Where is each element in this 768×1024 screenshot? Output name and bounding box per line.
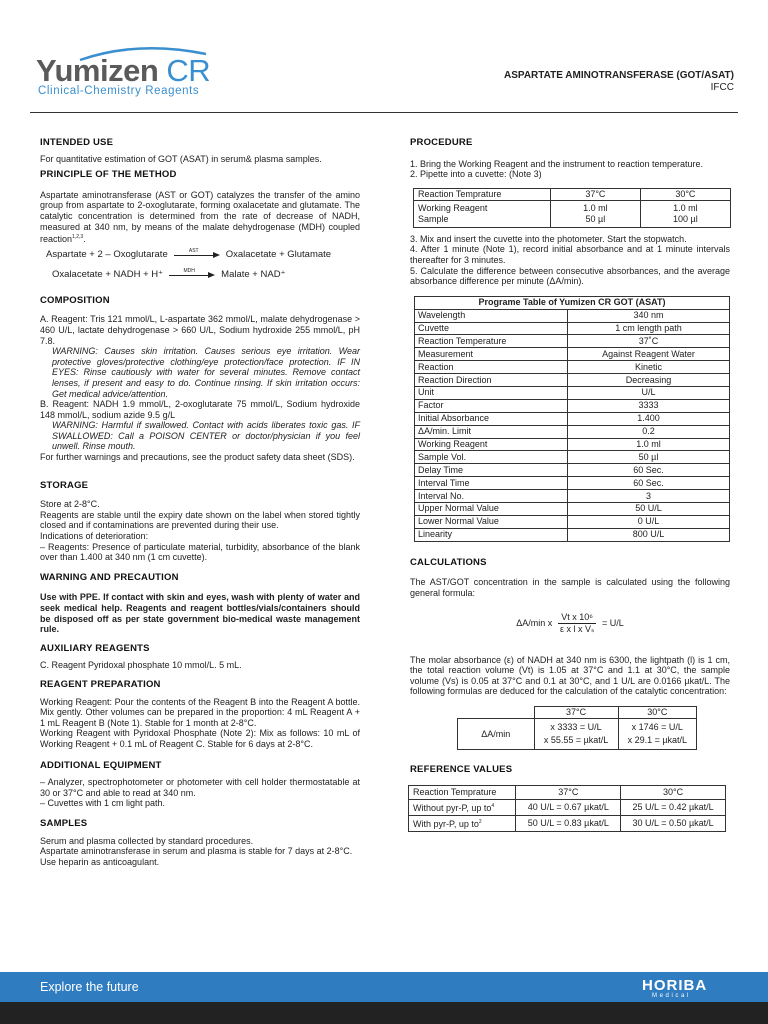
program-param: Reaction Direction bbox=[415, 374, 568, 387]
procedure-step-4: 4. After 1 minute (Note 1), record initial absorbance and at 1 minute intervals thereafter for 3 minutes. bbox=[410, 244, 730, 265]
intended-use-heading: INTENDED USE bbox=[40, 137, 114, 148]
auxiliary-text: C. Reagent Pyridoxal phosphate 10 mmol/L. 5 mL. bbox=[40, 660, 242, 671]
program-param: Interval No. bbox=[415, 490, 568, 503]
table-cell: 50 µl bbox=[551, 214, 641, 228]
table-cell: Without pyr-P, up $to^4$ bbox=[409, 799, 516, 815]
program-value: 3 bbox=[568, 490, 730, 503]
table-row bbox=[415, 335, 730, 348]
reaction-equation-1 bbox=[46, 248, 360, 263]
formula-left: ΔA/min x bbox=[516, 618, 553, 629]
program-param: Factor bbox=[415, 399, 568, 412]
table-cell: 30 U/L = 0.50 µkat/L bbox=[621, 815, 726, 831]
program-value: 340 nm bbox=[568, 309, 730, 322]
reference-table bbox=[408, 785, 726, 832]
table-row bbox=[415, 386, 730, 399]
program-value: 37˚C bbox=[568, 335, 730, 348]
calculations-text: The molar absorbance (ε) of NADH at 340 nm is 6300, the lightpath (l) is 1 cm, the total reaction volume (Vt) is 1.05 at 37°C and 1.1 at 30°C, the sample volume (Vs) is 0.05 at 37°C and 0.1 at 30°C, and 1 U/L are 0.0166 µkat/L. The following formulas are deduced for the calculation of the catalytic concentration: bbox=[410, 654, 730, 697]
table-row bbox=[415, 464, 730, 477]
storage-line-1: Store at 2-8°C. bbox=[40, 499, 100, 510]
table-cell: 1.0 ml bbox=[551, 200, 641, 214]
formula-fraction bbox=[558, 612, 596, 634]
composition-warning-b: WARNING: Harmful if swallowed. Contact with acids liberates toxic gas. IF SWALLOWED: Call a POISON CENTER or doctor/physician if you feel unwell. Rinse mouth. bbox=[52, 420, 360, 452]
table-row bbox=[415, 515, 730, 528]
program-param: Sample Vol. bbox=[415, 451, 568, 464]
table-cell: 25 U/L = 0.42 µkat/L bbox=[621, 799, 726, 815]
arrow-icon: MDH bbox=[169, 271, 215, 279]
table-cell: 50 U/L = 0.83 µkat/L bbox=[516, 815, 621, 831]
composition-heading: COMPOSITION bbox=[40, 294, 110, 306]
preparation-text-1: Working Reagent: Pour the contents of the Reagent B into the Reagent A bottle. Mix gently. Other volumes can be prepared in the proportion: 4 mL Reagent A + 1 mL Reagent B (Note 1). Stable for 1 month at 2-8°C. bbox=[40, 696, 360, 728]
program-table bbox=[414, 296, 730, 542]
table-cell: With pyr-P, up $to^2$ bbox=[409, 815, 516, 831]
samples-text-1: Serum and plasma collected by standard procedures. bbox=[40, 835, 254, 846]
table-row bbox=[415, 309, 730, 322]
table-row bbox=[415, 477, 730, 490]
program-param: Wavelength bbox=[415, 309, 568, 322]
program-value: Decreasing bbox=[568, 374, 730, 387]
composition-reagent-a: A. Reagent: Tris 121 mmol/L, L-aspartate 362 mmol/L, malate dehydrogenase > 460 U/L, lactate dehydrogenase > 660 U/L, Sodium hydroxide 255 mmol/L, pH 7.8. bbox=[40, 314, 360, 346]
composition-note: For further warnings and precautions, see the product safety data sheet (SDS). bbox=[40, 452, 355, 463]
table-row bbox=[409, 785, 726, 799]
procedure-step-2: 2. Pipette into a cuvette: (Note 3) bbox=[410, 169, 542, 180]
preparation-heading: REAGENT PREPARATION bbox=[40, 678, 161, 690]
eq1-left: Aspartate + 2 – Oxoglutarate bbox=[46, 248, 168, 260]
program-param: Linearity bbox=[415, 528, 568, 541]
program-param: Cuvette bbox=[415, 322, 568, 335]
header-divider bbox=[30, 112, 738, 113]
table-row bbox=[415, 425, 730, 438]
composition-reagent-b: B. Reagent: NADH 1.9 mmol/L, 2-oxoglutarate 75 mmol/L, Sodium hydroxide 148 mmol/L, sodium azide 9.5 g/L bbox=[40, 399, 360, 420]
table-row bbox=[415, 296, 730, 309]
program-value: 3333 bbox=[568, 399, 730, 412]
program-value: 800 U/L bbox=[568, 528, 730, 541]
table-row bbox=[409, 815, 726, 831]
eq2-right: Malate + NAD⁺ bbox=[221, 268, 286, 280]
table-cell: Sample bbox=[418, 213, 449, 224]
intended-use-text: For quantitative estimation of GOT (ASAT) in serum& plasma samples. bbox=[40, 153, 322, 164]
table-cell: x 1746 = U/L x 29.1 = µkat/L bbox=[618, 719, 696, 750]
table-cell: Working Reagent bbox=[418, 202, 488, 213]
procedure-step-1: 1. Bring the Working Reagent and the instrument to reaction temperature. bbox=[410, 158, 703, 169]
program-value: 1.0 ml bbox=[568, 438, 730, 451]
formula-right: = U/L bbox=[602, 618, 624, 629]
table-row bbox=[415, 503, 730, 516]
table-cell: 37°C bbox=[516, 785, 621, 799]
program-value: Against Reagent Water bbox=[568, 348, 730, 361]
program-param: Working Reagent bbox=[415, 438, 568, 451]
footer-dark-strip bbox=[0, 1002, 768, 1024]
program-value: Kinetic bbox=[568, 361, 730, 374]
table-row bbox=[415, 374, 730, 387]
document-title: ASPARTATE AMINOTRANSFERASE (GOT/ASAT) bbox=[504, 70, 734, 81]
company-division: Medical bbox=[652, 993, 691, 999]
program-value: 60 Sec. bbox=[568, 464, 730, 477]
program-param: Unit bbox=[415, 386, 568, 399]
table-row bbox=[458, 707, 697, 719]
footer-slogan: Explore the future bbox=[40, 980, 139, 994]
calculation-table bbox=[457, 706, 697, 750]
formula-numerator: Vt x 10⁶ bbox=[558, 612, 596, 624]
calculation-formula bbox=[410, 612, 730, 634]
program-param: Initial Absorbance bbox=[415, 412, 568, 425]
program-value: U/L bbox=[568, 386, 730, 399]
pipetting-table bbox=[413, 188, 731, 228]
brand-name: Yumizen bbox=[36, 53, 159, 88]
table-cell: 37°C bbox=[534, 707, 618, 719]
left-column bbox=[40, 138, 360, 867]
calculations-heading: CALCULATIONS bbox=[410, 556, 487, 568]
storage-line-2: Reagents are stable until the expiry date shown on the label when stored tightly closed and if contaminations are prevented during their use. bbox=[40, 509, 360, 531]
samples-text-2: Aspartate aminotransferase in serum and plasma is stable for 7 days at 2-8°C. Use heparin as anticoagulant. bbox=[40, 846, 353, 867]
right-column bbox=[410, 138, 730, 832]
program-param: Delay Time bbox=[415, 464, 568, 477]
table-row bbox=[414, 214, 731, 228]
table-cell: 30°C bbox=[640, 188, 730, 200]
company-logo: HORIBA bbox=[642, 977, 708, 994]
eq1-right: Oxalacetate + Glutamate bbox=[225, 248, 332, 260]
program-param: ΔA/min. Limit bbox=[415, 425, 568, 438]
table-cell: 37°C bbox=[551, 188, 641, 200]
calculations-intro: The AST/GOT concentration in the sample is calculated using the following general formula: bbox=[410, 577, 730, 598]
program-param: Measurement bbox=[415, 348, 568, 361]
storage-line-3: Indications of deterioration: bbox=[40, 531, 149, 542]
procedure-heading: PROCEDURE bbox=[410, 137, 473, 148]
program-value: 1 cm length path bbox=[568, 322, 730, 335]
formula-denominator: ε x l x Vₛ bbox=[559, 624, 595, 635]
table-cell: 40 U/L = 0.67 µkat/L bbox=[516, 799, 621, 815]
procedure-step-5: 5. Calculate the difference between consecutive absorbances, and the average absorbance difference per minute (ΔA/min). bbox=[410, 265, 730, 287]
table-cell: ΔA/min bbox=[458, 719, 535, 750]
procedure-step-3: 3. Mix and insert the cuvette into the photometer. Start the stopwatch. bbox=[410, 233, 687, 244]
storage-line-4: – Reagents: Presence of particulate material, turbidity, absorbance of the blank over than 1.400 at 340 nm (1 cm cuvette). bbox=[40, 541, 360, 563]
table-row bbox=[415, 528, 730, 541]
program-param: Reaction Temperature bbox=[415, 335, 568, 348]
warning-heading: WARNING AND PRECAUTION bbox=[40, 571, 179, 583]
eq2-left: Oxalacetate + NADH + H⁺ bbox=[52, 268, 164, 280]
principle-heading: PRINCIPLE OF THE METHOD bbox=[40, 169, 177, 181]
composition-warning-a: WARNING: Causes skin irritation. Causes serious eye irritation. Wear protective gloves/protective clothing/eye protection/face protection. IF IN EYES: Rinse cautiously with water for several minutes. Remove contact lenses, if present and easy to do. Continue rinsing. If skin irritation occurs: Get medical advice/attention. bbox=[52, 346, 360, 399]
reaction-equation-2 bbox=[52, 268, 360, 283]
table-cell: 1.0 ml bbox=[640, 200, 730, 214]
program-param: Lower Normal Value bbox=[415, 515, 568, 528]
equipment-item-1: – Analyzer, spectrophotometer or photometer with cell holder thermostatable at 30 or 37°C and able to read at 340 nm. bbox=[40, 777, 360, 798]
program-value: 1.400 bbox=[568, 412, 730, 425]
brand-tagline: Clinical-Chemistry Reagents bbox=[38, 85, 200, 97]
samples-heading: SAMPLES bbox=[40, 817, 88, 829]
brand-logo bbox=[36, 54, 210, 88]
table-cell: Reaction Temprature bbox=[418, 188, 502, 199]
reference-heading: REFERENCE VALUES bbox=[410, 764, 513, 776]
table-row bbox=[415, 348, 730, 361]
warning-text: Use with PPE. If contact with skin and eyes, wash with plenty of water and seek medical help. Reagents and reagent bottles/vials/containers should be disposed off as per state government bio-medical waste management rule. bbox=[40, 592, 360, 635]
table-row bbox=[415, 322, 730, 335]
arrow-icon: AST bbox=[174, 251, 220, 259]
auxiliary-heading: AUXILIARY REAGENTS bbox=[40, 642, 150, 654]
table-row bbox=[415, 412, 730, 425]
program-param: Upper Normal Value bbox=[415, 503, 568, 516]
table-row bbox=[415, 361, 730, 374]
program-param: Interval Time bbox=[415, 477, 568, 490]
program-param: Reaction bbox=[415, 361, 568, 374]
table-row bbox=[415, 399, 730, 412]
program-table-title: Programe Table of Yumizen CR GOT (ASAT) bbox=[415, 296, 730, 309]
table-row bbox=[409, 799, 726, 815]
program-value: 0 U/L bbox=[568, 515, 730, 528]
table-cell: Reaction Temprature bbox=[409, 785, 516, 799]
preparation-text-2: Working Reagent with Pyridoxal Phosphate (Note 2): Mix as follows: 10 mL of Working Reagent + 0.1 mL of Reagent C. Stable for 6 days at 2-8°C. bbox=[40, 728, 360, 749]
table-row bbox=[414, 188, 731, 200]
program-value: 0.2 bbox=[568, 425, 730, 438]
table-row bbox=[415, 451, 730, 464]
table-row bbox=[415, 490, 730, 503]
table-cell: 30°C bbox=[618, 707, 696, 719]
table-cell: 100 µl bbox=[640, 214, 730, 228]
program-value: 50 µl bbox=[568, 451, 730, 464]
principle-text: Aspartate aminotransferase (AST or GOT) catalyzes the transfer of the amino group from aspartate to 2-oxoglutarate, forming oxalacetate and glutamate. The catalytic concentration is determined from the rate of decrease of NADH, measured at 340 nm, by means of the malate dehydrogenase (MDH) coupled reaction$^{1,2,3}$. bbox=[40, 189, 360, 245]
program-value: 60 Sec. bbox=[568, 477, 730, 490]
table-row bbox=[414, 200, 731, 214]
table-cell: x 3333 = U/L x 55.55 = µkat/L bbox=[534, 719, 618, 750]
brand-suffix: CR bbox=[166, 53, 211, 88]
table-row bbox=[415, 438, 730, 451]
table-cell: 30°C bbox=[621, 785, 726, 799]
table-row bbox=[458, 719, 697, 750]
program-value: 50 U/L bbox=[568, 503, 730, 516]
storage-heading: STORAGE bbox=[40, 479, 89, 491]
equipment-heading: ADDITIONAL EQUIPMENT bbox=[40, 759, 162, 771]
equipment-item-2: – Cuvettes with 1 cm light path. bbox=[40, 798, 166, 809]
document-subtitle: IFCC bbox=[710, 82, 734, 93]
